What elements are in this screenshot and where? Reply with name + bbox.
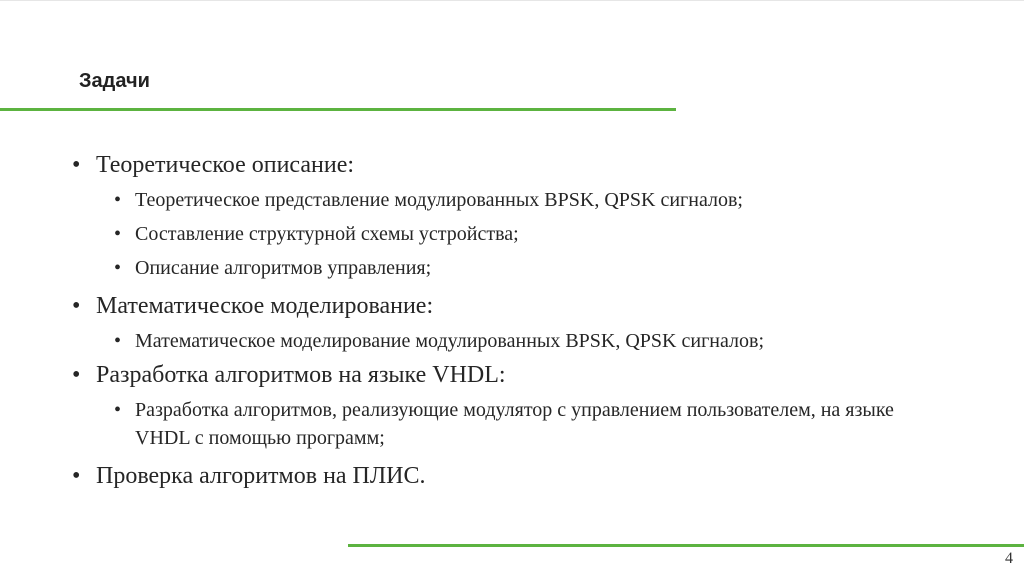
bullet-text: Разработка алгоритмов на языке VHDL: (96, 362, 506, 388)
bullet-text: Проверка алгоритмов на ПЛИС. (96, 463, 426, 489)
sub-bullet-text: Составление структурной схемы устройства; (135, 223, 519, 245)
bullet-icon: • (114, 257, 122, 279)
sub-bullet-item (68, 254, 968, 282)
bullet-item-vhdl (68, 361, 968, 390)
bullet-icon: • (114, 399, 122, 421)
sub-bullet-text: Разработка алгоритмов, реализующие модулятор с управлением пользователем, на языке VHDL с помощью программ; (135, 399, 894, 449)
sub-bullet-text: Описание алгоритмов управления; (135, 257, 432, 279)
bullet-item-modeling (68, 292, 968, 321)
bullet-icon: • (72, 463, 81, 489)
bullet-icon: • (72, 362, 81, 388)
bullet-icon: • (114, 189, 122, 211)
bullet-item-theory (68, 151, 968, 180)
sub-bullet-item (68, 220, 968, 248)
bullet-list (68, 151, 968, 491)
bullet-item-fpga (68, 462, 968, 491)
bullet-icon: • (114, 330, 122, 352)
title-underline (0, 108, 676, 111)
sub-bullet-text: Теоретическое представление модулированных BPSK, QPSK сигналов; (135, 189, 743, 211)
bullet-text: Теоретическое описание: (96, 152, 355, 178)
bullet-text: Математическое моделирование: (96, 293, 434, 319)
page-number: 4 (1005, 550, 1013, 567)
footer-line (348, 544, 1024, 547)
sub-bullet-item (68, 186, 968, 214)
bullet-icon: • (72, 152, 81, 178)
sub-bullet-item (68, 396, 895, 452)
slide-title: Задачи (79, 70, 150, 92)
bullet-icon: • (72, 293, 81, 319)
sub-bullet-item (68, 327, 968, 355)
sub-bullet-text: Математическое моделирование модулированных BPSK, QPSK сигналов; (135, 330, 765, 352)
bullet-icon: • (114, 223, 122, 245)
